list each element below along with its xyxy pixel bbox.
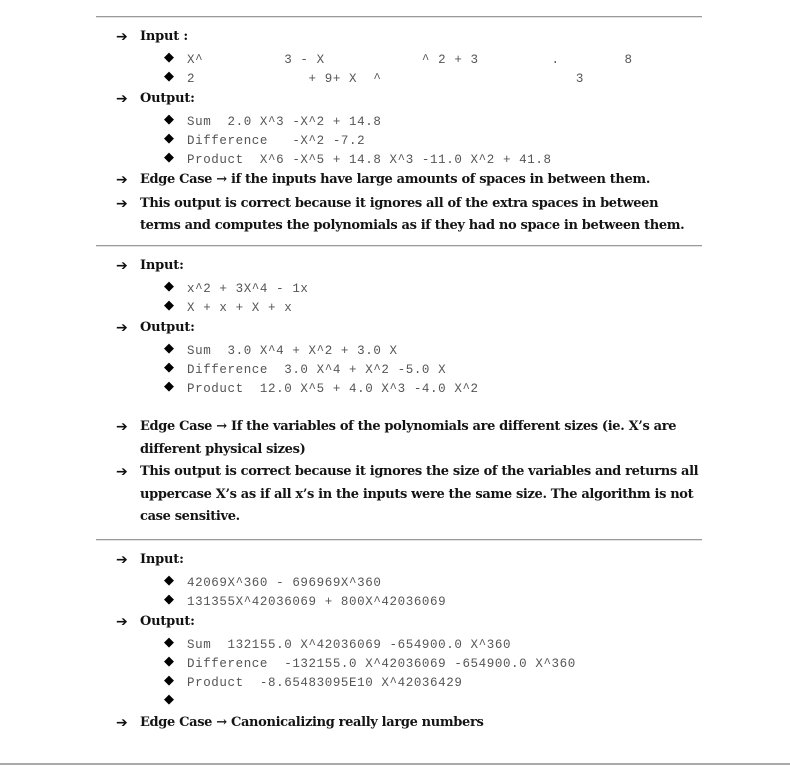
arrow-bullet-icon: ➔ [116, 172, 128, 188]
output-line-empty [0, 690, 790, 709]
input-polynomial: 42069X^360 - 696969X^360 [187, 576, 382, 590]
explanation-text: This output is correct because it ignores all of the extra spaces in between terms and computes the polynomials as if they had no space in between them. [140, 195, 685, 233]
diamond-bullet-icon: ◆ [164, 692, 174, 707]
output-product: Product -8.65483095E10 X^42036429 [187, 676, 463, 690]
output-line [0, 339, 790, 358]
arrow-bullet-icon: ➔ [116, 29, 128, 45]
test-case-2 [0, 255, 790, 529]
diamond-bullet-icon: ◆ [164, 592, 174, 607]
input-polynomial: 131355X^42036069 + 800X^42036069 [187, 595, 447, 609]
input-label: Input: [140, 552, 184, 567]
output-line [0, 129, 790, 148]
input-polynomial: X^ 3 - X ^ 2 + 3 . 8 [187, 53, 633, 67]
output-line [0, 358, 790, 377]
diamond-bullet-icon: ◆ [164, 150, 174, 165]
arrow-bullet-icon: ➔ [116, 552, 128, 568]
input-label: Input : [140, 29, 189, 44]
edge-case-text: Edge Case → If the variables of the polynomials are different sizes (ie. X’s are different physical sizes) [140, 419, 677, 457]
output-label: Output: [140, 614, 195, 629]
input-line [0, 296, 790, 315]
output-line [0, 377, 790, 396]
input-polynomial: X + x + X + x [187, 301, 293, 315]
output-sum: Sum 132155.0 X^42036069 -654900.0 X^360 [187, 638, 512, 652]
output-line [0, 671, 790, 690]
arrow-bullet-icon: ➔ [116, 258, 128, 274]
output-line [0, 110, 790, 129]
diamond-bullet-icon: ◆ [164, 279, 174, 294]
test-case-3 [0, 549, 790, 735]
input-item [0, 26, 700, 48]
diamond-bullet-icon: ◆ [164, 131, 174, 146]
edge-case-text: Edge Case → if the inputs have large amounts of spaces in between them. [140, 172, 651, 187]
output-difference: Difference -132155.0 X^42036069 -654900.0 X^360 [187, 657, 576, 671]
diamond-bullet-icon: ◆ [164, 298, 174, 313]
output-item [0, 611, 700, 633]
explanation-item [0, 193, 700, 238]
edge-case-item [0, 712, 700, 735]
section-divider [96, 245, 702, 247]
input-line [0, 571, 790, 590]
output-difference: Difference 3.0 X^4 + X^2 -5.0 X [187, 363, 447, 377]
explanation-item [0, 461, 700, 529]
output-line [0, 633, 790, 652]
diamond-bullet-icon: ◆ [164, 379, 174, 394]
arrow-bullet-icon: ➔ [116, 419, 128, 435]
output-item [0, 317, 700, 339]
output-item [0, 88, 700, 110]
edge-case-item [0, 416, 700, 461]
arrow-bullet-icon: ➔ [116, 715, 128, 731]
page-bottom-rule [0, 763, 790, 765]
input-line [0, 67, 790, 86]
arrow-bullet-icon: ➔ [116, 320, 128, 336]
diamond-bullet-icon: ◆ [164, 673, 174, 688]
input-label: Input: [140, 258, 184, 273]
output-sum: Sum 3.0 X^4 + X^2 + 3.0 X [187, 344, 398, 358]
output-label: Output: [140, 320, 195, 335]
diamond-bullet-icon: ◆ [164, 112, 174, 127]
diamond-bullet-icon: ◆ [164, 341, 174, 356]
input-polynomial: x^2 + 3X^4 - 1x [187, 282, 309, 296]
diamond-bullet-icon: ◆ [164, 50, 174, 65]
output-sum: Sum 2.0 X^3 -X^2 + 14.8 [187, 115, 382, 129]
output-label: Output: [140, 91, 195, 106]
edge-case-item [0, 169, 700, 192]
diamond-bullet-icon: ◆ [164, 573, 174, 588]
diamond-bullet-icon: ◆ [164, 654, 174, 669]
output-difference: Difference -X^2 -7.2 [187, 134, 366, 148]
output-line [0, 148, 790, 167]
input-item [0, 549, 700, 571]
arrow-bullet-icon: ➔ [116, 614, 128, 630]
output-line [0, 652, 790, 671]
output-product: Product X^6 -X^5 + 14.8 X^3 -11.0 X^2 + 41.8 [187, 153, 552, 167]
section-divider [96, 539, 702, 541]
diamond-bullet-icon: ◆ [164, 360, 174, 375]
section-divider [96, 16, 702, 18]
arrow-bullet-icon: ➔ [116, 195, 128, 212]
explanation-text: This output is correct because it ignores the size of the variables and returns all uppercase X’s as if all x’s in the inputs were the same size. The algorithm is not case sensitive. [140, 464, 699, 524]
input-item [0, 255, 700, 277]
test-case-1 [0, 26, 790, 238]
input-line [0, 590, 790, 609]
arrow-bullet-icon: ➔ [116, 91, 128, 107]
arrow-bullet-icon: ➔ [116, 464, 128, 480]
input-line [0, 277, 790, 296]
output-product: Product 12.0 X^5 + 4.0 X^3 -4.0 X^2 [187, 382, 479, 396]
input-polynomial: 2 + 9+ X ^ 3 [187, 72, 584, 86]
diamond-bullet-icon: ◆ [164, 69, 174, 84]
diamond-bullet-icon: ◆ [164, 635, 174, 650]
edge-case-text: Edge Case → Canonicalizing really large numbers [140, 715, 484, 730]
input-line [0, 48, 790, 67]
